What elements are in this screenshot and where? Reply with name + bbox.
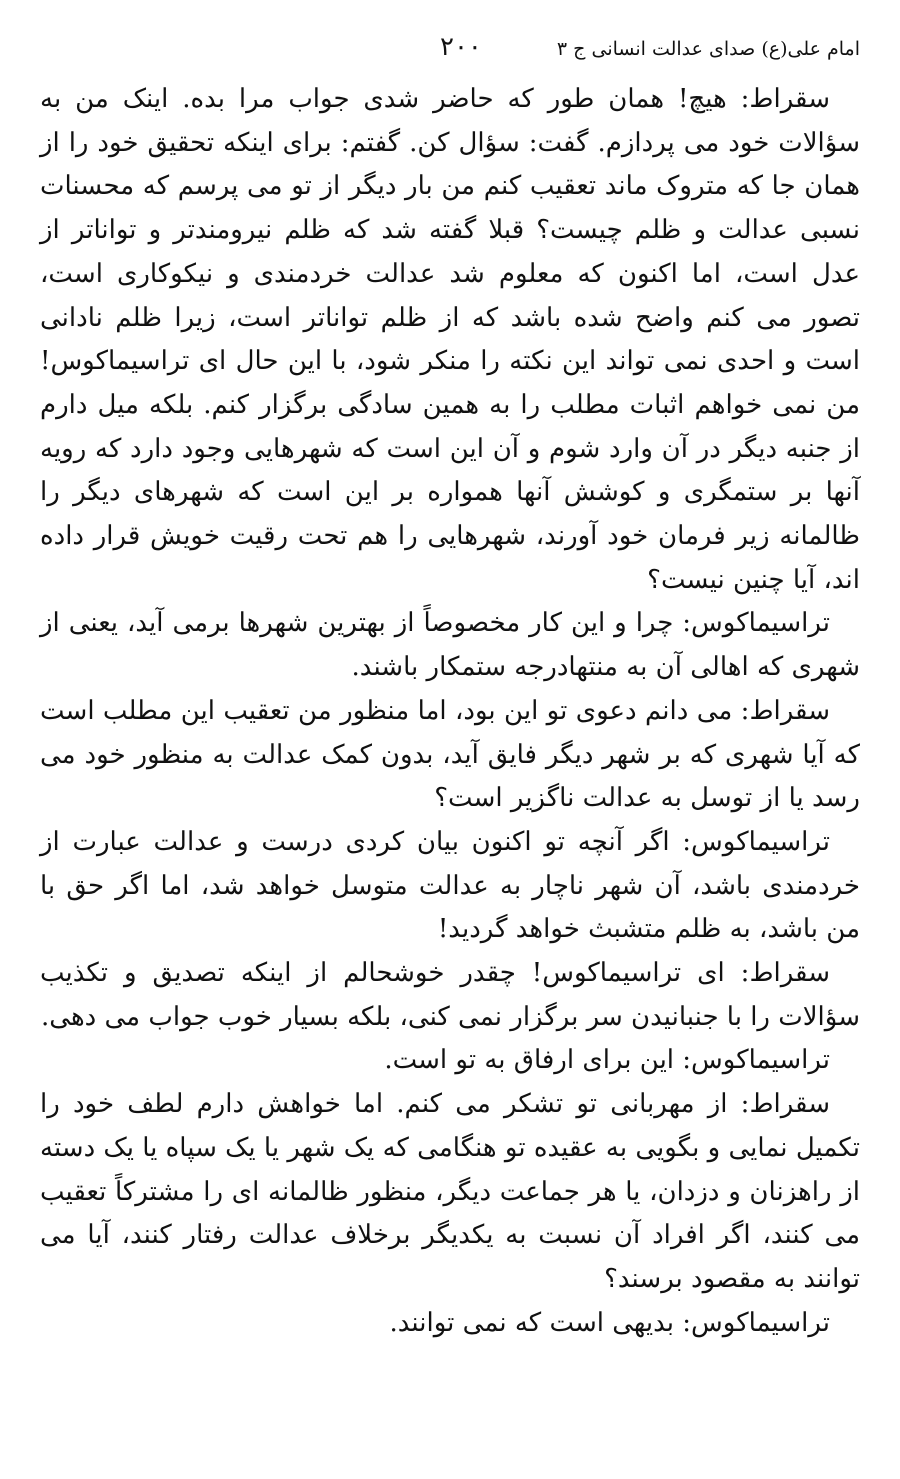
running-header — [40, 28, 860, 68]
paragraph-socrates-1: سقراط: هیچ! همان طور که حاضر شدی جواب مرا بده. اینک من به سؤالات خود می پردازم. گفت: سؤال کن. گفتم: برای اینکه تحقیق خود را از همان جا که متروک ماند تعقیب کنم من بار دیگر از تو می پرسم که محسنات نسبی عدالت و ظلم چیست؟ قبلا گفته شد که ظلم نیرومندتر و تواناتر از عدل است، اما اکنون که معلوم شد عدالت خردمندی و نیکوکاری است، تصور می کنم واضح شده باشد که از ظلم تواناتر است، زیرا ظلم نادانی است و احدی نمی تواند این نکته را منکر شود، با این حال ای تراسیماکوس! من نمی خواهم اثبات مطلب را به همین سادگی برگزار کنم. بلکه میل دارم از جنبه دیگر در آن وارد شوم و آن این است که شهرهایی وجود دارد که رویه آنها بر ستمگری و کوشش آنها همواره بر این است که شهرهای دیگر را ظالمانه زیر فرمان خود آورند، شهرهایی را هم تحت رقیت خویش قرار داده اند، آیا چنین نیست؟ — [40, 84, 860, 595]
paragraph-socrates-2: سقراط: می دانم دعوی تو این بود، اما منظور من تعقیب این مطلب است که آیا شهری که بر شهر دیگر فایق آید، بدون کمک عدالت به منظور خود می رسد یا از توسل به عدالت ناگزیر است؟ — [40, 695, 860, 814]
paragraph-socrates-3: سقراط: ای تراسیماکوس! چقدر خوشحالم از اینکه تصدیق و تکذیب سؤالات را با جنبانیدن سر برگزار نمی کنی، بلکه بسیار خوب جواب می دهی. — [40, 958, 860, 1032]
paragraph-thrasymachus-3: تراسیماکوس: این برای ارفاق به تو است. — [384, 1045, 830, 1076]
paragraph-thrasymachus-2: تراسیماکوس: اگر آنچه تو اکنون بیان کردی درست و عدالت عبارت از خردمندی باشد، آن شهر ناچار به عدالت متوسل خواهد شد، اما اگر حق با من باشد، به ظلم متشبث خواهد گردید! — [40, 826, 860, 945]
page-number: ۲۰۰ — [440, 32, 482, 62]
body-text — [40, 78, 860, 1345]
paragraph-thrasymachus-1: تراسیماکوس: چرا و این کار مخصوصاً از بهترین شهرها برمی آید، یعنی از شهری که اهالی آن به منتهادرجه ستمکار باشند. — [40, 608, 860, 683]
paragraph-thrasymachus-4: تراسیماکوس: بدیهی است که نمی توانند. — [389, 1307, 830, 1338]
paragraph-socrates-4: سقراط: از مهربانی تو تشکر می کنم. اما خواهش دارم لطف خود را تکمیل نمایی و بگویی به عقیده تو هنگامی که یک شهر یا یک سپاه یا یک دسته از راهزنان و دزدان، یا هر جماعت دیگر، منظور ظالمانه ای را مشترکاً تعقیب می کنند، اگر افراد آن نسبت به یکدیگر برخلاف عدالت رفتار کنند، آیا می توانند به مقصود برسند؟ — [40, 1089, 860, 1294]
book-title: امام علی(ع) صدای عدالت انسانی ج ۳ — [556, 38, 860, 60]
